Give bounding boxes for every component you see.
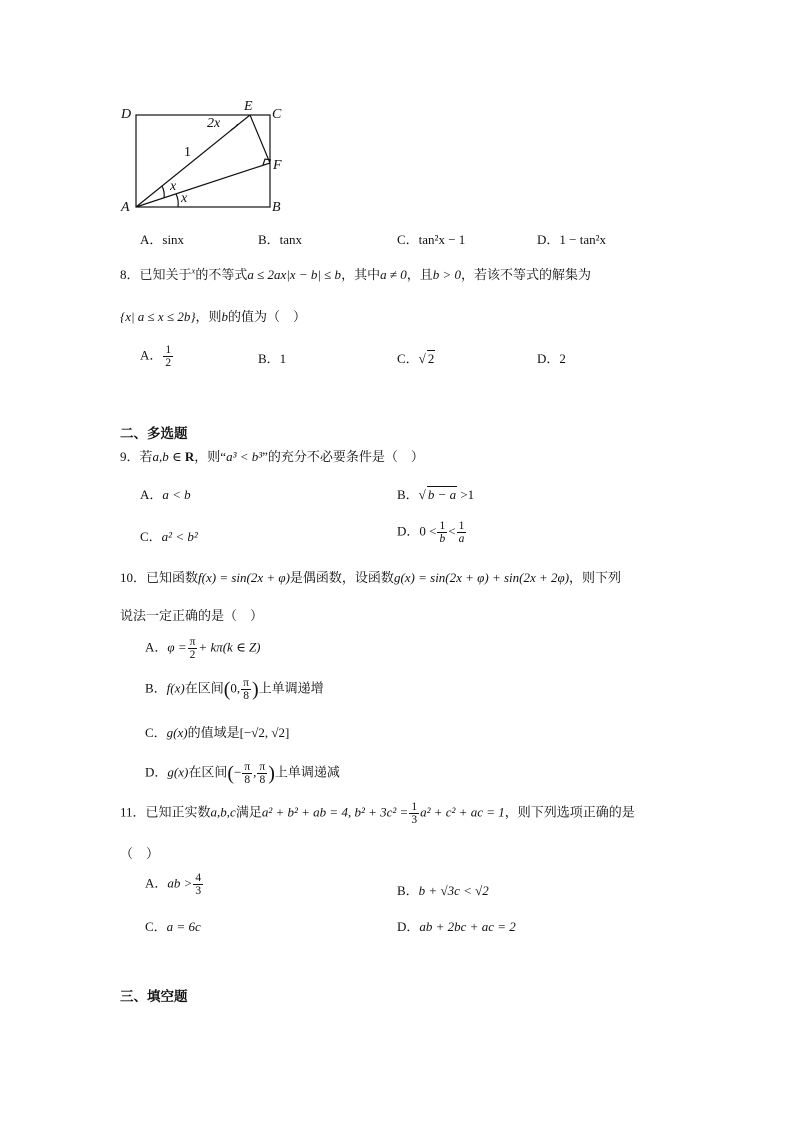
q8-stem-line1: 8．已知关于$^x$的不等式a ≤ 2ax|x − b| ≤ b，其中a ≠ 0，且b > 0，若该不等式的解集为 [120,265,592,282]
q10-stem-line1: 10．已知函数f(x) = sin(2x + φ)是偶函数，设函数g(x) = sin(2x + φ) + sin(2x + 2φ)，则下列 [120,570,622,585]
q10-option-a[interactable]: A．φ = $\frac{\pi}{2}$ + kπ(k ∈ Z) [145,636,261,661]
section-heading-fill-in: 三、填空题 [120,989,188,1004]
label-b: B [272,200,281,215]
q11-option-d[interactable]: D．ab + 2bc + ac = 2 [397,919,516,934]
q11-option-b[interactable]: B．b + √3c < √2 [397,883,489,898]
q8-option-d[interactable]: D．2 [537,351,566,366]
q7-option-b[interactable]: B．tanx [258,232,303,247]
angle-arc-lower-x [176,194,178,207]
q9-option-b[interactable]: B．√ b − a >1 [397,487,475,502]
label-e: E [244,99,253,114]
label-c: C [272,107,282,122]
label-d: D [121,107,132,122]
q7-option-c[interactable]: C．tan²x − 1 [397,232,466,247]
q9-stem: 9．若a,b ∈ R，则“a³ < b³”的充分不必要条件是（ ） [120,449,424,464]
q8-option-c[interactable]: C．√ 2 [397,351,435,366]
label-side-1: 1 [184,145,191,160]
segment-ef [250,115,270,163]
segment-af [136,163,270,207]
angle-arc-upper-x [162,186,164,198]
q9-option-a[interactable]: A．a < b [140,487,191,502]
geometry-figure [116,96,296,220]
q9-option-c[interactable]: C．a² < b² [140,529,198,544]
label-f: F [273,158,282,173]
q11-option-a[interactable]: A．ab > $\frac{4}{3}$ [145,872,202,897]
q10-stem-line2: 说法一定正确的是（ ） [120,608,264,623]
q10-option-d[interactable]: D．g(x)在区间(− $\frac{\pi}{8}$ , $\frac{\pi}{8}$ )上单调递减 [145,761,340,786]
q8-option-a[interactable]: A． $\frac{1}{2}$ [140,344,172,369]
q8-stem-line2: {x| a ≤ x ≤ 2b}，则b的值为（ ） [120,309,307,324]
q8-option-b[interactable]: B．1 [258,351,287,366]
label-a: A [121,200,130,215]
label-angle-2x: 2x [207,116,221,131]
q9-option-d[interactable]: D．0 < $\frac{1}{b}$ < $\frac{1}{a}$ [397,520,465,545]
section-heading-multiple-choice: 二、多选题 [120,426,188,441]
label-angle-x-upper: x [170,179,177,194]
q7-option-d[interactable]: D．1 − tan²x [537,232,607,247]
q11-option-c[interactable]: C．a = 6c [145,919,201,934]
q10-option-c[interactable]: C．g(x)的值域是[−√2, √2] [145,725,290,740]
q7-option-a[interactable]: A．sinx [140,232,185,247]
q11-stem-line1: 11．已知正实数a,b,c满足a² + b² + ab = 4, b² + 3c² = $\frac{1}{3}$ a² + c² + ac = 1，则下列选项正确的是 [120,801,635,826]
q11-stem-line2: （ ） [120,846,160,861]
angle-arc-2x [231,124,238,130]
label-angle-x-lower: x [181,191,188,206]
q10-option-b[interactable]: B．f(x)在区间(0, $\frac{\pi}{8}$ )上单调递增 [145,677,324,702]
rectangle-abcd [136,115,270,207]
